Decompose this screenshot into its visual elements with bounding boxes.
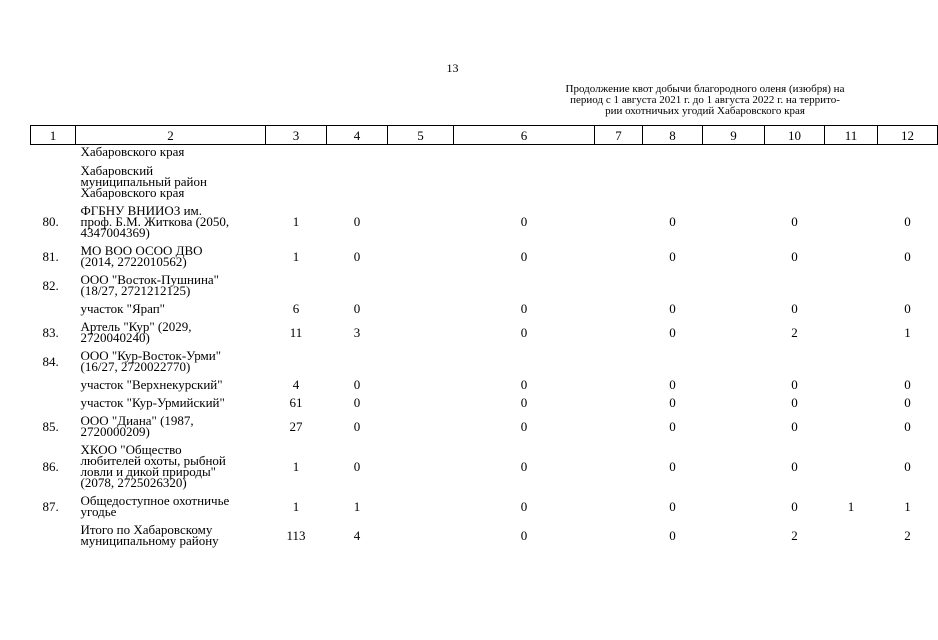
- cell-value: 1: [353, 498, 361, 514]
- cell-value: 0: [904, 301, 911, 316]
- row-name: [76, 202, 266, 242]
- row-name-line: МО ВОО ОСОО ДВО: [80, 243, 203, 258]
- cell-value: [595, 347, 643, 376]
- cell-value: 0: [520, 527, 528, 543]
- cell-value: 0: [791, 418, 798, 434]
- cell-value: 6: [292, 301, 300, 316]
- table-row: [31, 271, 938, 300]
- cell-value: [266, 271, 327, 300]
- cell-value: [388, 318, 454, 347]
- row-name-line: 4347004369): [80, 225, 150, 240]
- row-number: 84.: [42, 353, 59, 369]
- cell-value: [388, 376, 454, 394]
- column-header: 9: [703, 126, 765, 145]
- cell-value: 1: [292, 248, 300, 264]
- cell-value: [388, 300, 454, 318]
- cell-value: [825, 412, 878, 441]
- cell-value: 0: [791, 498, 798, 514]
- table-row: [31, 376, 938, 394]
- row-name-line: ХКОО "Общество: [80, 442, 182, 457]
- cell-value: [703, 412, 765, 441]
- table-row: [31, 441, 938, 492]
- cell-value: [454, 162, 595, 202]
- cell-value: [454, 347, 595, 376]
- cell-value: [388, 441, 454, 492]
- cell-value: 2: [904, 527, 911, 543]
- row-name-line: (18/27, 2721212125): [80, 283, 191, 298]
- cell-value: 0: [353, 418, 361, 434]
- cell-value: [703, 376, 765, 394]
- heading-line: период с 1 августа 2021 г. до 1 августа 2022 г. на террито-: [570, 94, 840, 106]
- cell-value: 0: [353, 395, 361, 410]
- cell-value: 0: [353, 458, 361, 474]
- row-name: [76, 412, 266, 441]
- cell-value: [825, 202, 878, 242]
- cell-value: 0: [904, 214, 911, 229]
- column-header: 8: [643, 126, 703, 145]
- cell-value: 0: [669, 324, 676, 340]
- cell-value: [595, 271, 643, 300]
- row-name-line: проф. Б.М. Житкова (2050,: [80, 214, 230, 229]
- table-row: [31, 318, 938, 347]
- cell-value: [825, 162, 878, 202]
- cell-value: 0: [791, 301, 798, 316]
- cell-value: [595, 521, 643, 550]
- cell-value: [703, 347, 765, 376]
- cell-value: [327, 347, 388, 376]
- row-name-line: ловли и дикой природы": [80, 464, 216, 479]
- cell-value: [643, 162, 703, 202]
- cell-value: 0: [520, 458, 528, 474]
- cell-value: [595, 376, 643, 394]
- table-row: [31, 300, 938, 318]
- cell-value: 0: [520, 498, 528, 514]
- table-row: [31, 347, 938, 376]
- cell-value: [703, 271, 765, 300]
- row-name: [76, 441, 266, 492]
- table-row: [31, 521, 938, 550]
- cell-value: 0: [520, 395, 528, 410]
- column-header: 2: [76, 126, 266, 145]
- row-name-line: Артель "Кур" (2029,: [80, 319, 192, 334]
- cell-value: [643, 347, 703, 376]
- row-number: 83.: [42, 324, 59, 340]
- table-heading: [535, 84, 875, 117]
- quota-table: [30, 125, 938, 550]
- column-header: 5: [388, 126, 454, 145]
- cell-value: [825, 145, 878, 163]
- row-number: 86.: [42, 458, 59, 474]
- cell-value: 0: [791, 248, 798, 264]
- cell-value: [388, 521, 454, 550]
- row-name-line: угодье: [80, 504, 117, 519]
- cell-value: [765, 271, 825, 300]
- cell-value: [388, 162, 454, 202]
- cell-value: [825, 394, 878, 412]
- cell-value: [327, 145, 388, 163]
- cell-value: [327, 271, 388, 300]
- cell-value: [388, 347, 454, 376]
- cell-value: [454, 271, 595, 300]
- cell-value: 0: [669, 418, 676, 434]
- cell-value: 27: [289, 418, 303, 434]
- row-name-line: Хабаровского края: [80, 185, 185, 200]
- cell-value: 1: [847, 498, 855, 514]
- cell-value: [703, 318, 765, 347]
- cell-value: [388, 394, 454, 412]
- row-name-line: любителей охоты, рыбной: [80, 453, 226, 468]
- row-name: [76, 300, 266, 318]
- cell-value: 113: [286, 527, 306, 543]
- cell-value: [595, 242, 643, 271]
- cell-value: [388, 412, 454, 441]
- table-row: [31, 492, 938, 521]
- row-number: [31, 521, 76, 550]
- row-name-line: (16/27, 2720022770): [80, 359, 191, 374]
- cell-value: [643, 145, 703, 163]
- cell-value: [595, 394, 643, 412]
- cell-value: 2: [791, 527, 798, 543]
- cell-value: [388, 242, 454, 271]
- table-body: [31, 145, 938, 551]
- cell-value: [825, 521, 878, 550]
- row-name-line: участок "Верхнекурский": [80, 377, 223, 392]
- cell-value: [595, 492, 643, 521]
- cell-value: 61: [289, 395, 303, 410]
- row-number: [31, 162, 76, 202]
- row-name-line: (2014, 2722010562): [80, 254, 187, 269]
- cell-value: [825, 318, 878, 347]
- row-number: 87.: [42, 498, 59, 514]
- row-number: [31, 376, 76, 394]
- cell-value: [703, 162, 765, 202]
- cell-value: 0: [669, 395, 676, 410]
- cell-value: 0: [353, 248, 361, 264]
- row-number: [31, 145, 76, 163]
- row-name-line: Общедоступное охотничье: [80, 493, 230, 508]
- cell-value: 0: [791, 377, 798, 392]
- cell-value: 0: [791, 214, 798, 229]
- row-name-line: участок "Кур-Урмийский": [80, 395, 225, 410]
- row-name-line: участок "Ярап": [80, 301, 165, 316]
- cell-value: [878, 271, 938, 300]
- cell-value: 0: [353, 377, 361, 392]
- cell-value: [703, 492, 765, 521]
- table-row: [31, 412, 938, 441]
- row-name: [76, 318, 266, 347]
- cell-value: [703, 242, 765, 271]
- cell-value: 0: [520, 324, 528, 340]
- column-header: 6: [454, 126, 595, 145]
- column-header: 10: [765, 126, 825, 145]
- cell-value: 0: [669, 248, 676, 264]
- page-number: 13: [446, 61, 459, 75]
- row-number: 81.: [42, 248, 59, 264]
- cell-value: 0: [904, 458, 911, 474]
- cell-value: [765, 145, 825, 163]
- table-row: [31, 145, 938, 163]
- cell-value: [595, 145, 643, 163]
- cell-value: [765, 162, 825, 202]
- cell-value: 0: [904, 377, 911, 392]
- cell-value: 1: [292, 498, 300, 514]
- cell-value: 0: [520, 214, 528, 229]
- cell-value: [595, 300, 643, 318]
- cell-value: [454, 145, 595, 163]
- cell-value: [825, 347, 878, 376]
- row-name: [76, 145, 266, 163]
- cell-value: 0: [904, 248, 911, 264]
- cell-value: 0: [520, 248, 528, 264]
- row-name-line: муниципальному району: [80, 533, 219, 548]
- row-name-line: Итого по Хабаровскому: [80, 522, 213, 537]
- row-name-line: ООО "Диана" (1987,: [80, 413, 194, 428]
- row-name-line: Хабаровский: [80, 163, 154, 178]
- cell-value: [703, 202, 765, 242]
- cell-value: [703, 394, 765, 412]
- row-number: 85.: [42, 418, 59, 434]
- cell-value: 0: [791, 395, 798, 410]
- cell-value: 0: [904, 395, 911, 410]
- cell-value: 0: [669, 527, 676, 543]
- row-number: 80.: [42, 214, 59, 229]
- cell-value: [327, 162, 388, 202]
- cell-value: 0: [520, 377, 528, 392]
- cell-value: [388, 145, 454, 163]
- cell-value: [825, 441, 878, 492]
- row-name-line: ФГБНУ ВНИИОЗ им.: [80, 203, 203, 218]
- row-name-line: ООО "Восток-Пушнина": [80, 272, 219, 287]
- cell-value: 0: [353, 214, 361, 229]
- row-number: 82.: [42, 277, 59, 293]
- cell-value: [595, 318, 643, 347]
- cell-value: 0: [669, 214, 676, 229]
- cell-value: [266, 145, 327, 163]
- row-name: [76, 271, 266, 300]
- column-header: 3: [266, 126, 327, 145]
- cell-value: [825, 242, 878, 271]
- row-name-line: Хабаровского края: [80, 144, 185, 159]
- table-row: [31, 394, 938, 412]
- cell-value: [643, 271, 703, 300]
- cell-value: 1: [904, 324, 911, 340]
- cell-value: [388, 492, 454, 521]
- cell-value: [878, 145, 938, 163]
- row-name: [76, 492, 266, 521]
- cell-value: 0: [904, 418, 911, 434]
- row-name: [76, 242, 266, 271]
- cell-value: 3: [353, 324, 361, 340]
- heading-line: Продолжение квот добычи благородного оленя (изюбря) на: [565, 83, 845, 95]
- cell-value: [595, 412, 643, 441]
- cell-value: 1: [292, 214, 300, 229]
- cell-value: [266, 347, 327, 376]
- cell-value: [266, 162, 327, 202]
- row-name: [76, 347, 266, 376]
- cell-value: [878, 162, 938, 202]
- column-header: 4: [327, 126, 388, 145]
- row-name: [76, 162, 266, 202]
- row-name-line: 2720000209): [80, 424, 150, 439]
- cell-value: [703, 521, 765, 550]
- cell-value: 0: [791, 458, 798, 474]
- header-row: [31, 126, 938, 145]
- row-name: [76, 521, 266, 550]
- cell-value: 4: [353, 527, 361, 543]
- table-row: [31, 162, 938, 202]
- cell-value: 1: [292, 458, 300, 474]
- cell-value: [825, 376, 878, 394]
- cell-value: [765, 347, 825, 376]
- cell-value: 0: [669, 377, 676, 392]
- row-name: [76, 376, 266, 394]
- cell-value: 11: [289, 324, 303, 340]
- row-name-line: 2720040240): [80, 330, 150, 345]
- cell-value: 0: [669, 301, 676, 316]
- cell-value: 0: [520, 418, 528, 434]
- cell-value: [703, 145, 765, 163]
- cell-value: 0: [669, 458, 676, 474]
- cell-value: [595, 441, 643, 492]
- column-header: 12: [878, 126, 938, 145]
- row-number: [31, 300, 76, 318]
- cell-value: 4: [292, 377, 300, 392]
- cell-value: 0: [353, 301, 361, 316]
- table-row: [31, 242, 938, 271]
- cell-value: 0: [669, 498, 676, 514]
- heading-line: рии охотничьих угодий Хабаровского края: [605, 105, 805, 117]
- cell-value: [388, 271, 454, 300]
- column-header: 7: [595, 126, 643, 145]
- row-name-line: ООО "Кур-Восток-Урми": [80, 348, 222, 363]
- cell-value: [878, 347, 938, 376]
- cell-value: [388, 202, 454, 242]
- cell-value: [595, 202, 643, 242]
- column-header: 11: [825, 126, 878, 145]
- cell-value: [825, 300, 878, 318]
- cell-value: [825, 271, 878, 300]
- row-name-line: муниципальный район: [80, 174, 207, 189]
- row-name: [76, 394, 266, 412]
- cell-value: 1: [904, 498, 911, 514]
- cell-value: [595, 162, 643, 202]
- cell-value: [703, 441, 765, 492]
- cell-value: [703, 300, 765, 318]
- table-row: [31, 202, 938, 242]
- row-number: [31, 394, 76, 412]
- row-name-line: (2078, 2725026320): [80, 475, 187, 490]
- cell-value: 2: [791, 324, 798, 340]
- cell-value: 0: [520, 301, 528, 316]
- column-header: 1: [31, 126, 76, 145]
